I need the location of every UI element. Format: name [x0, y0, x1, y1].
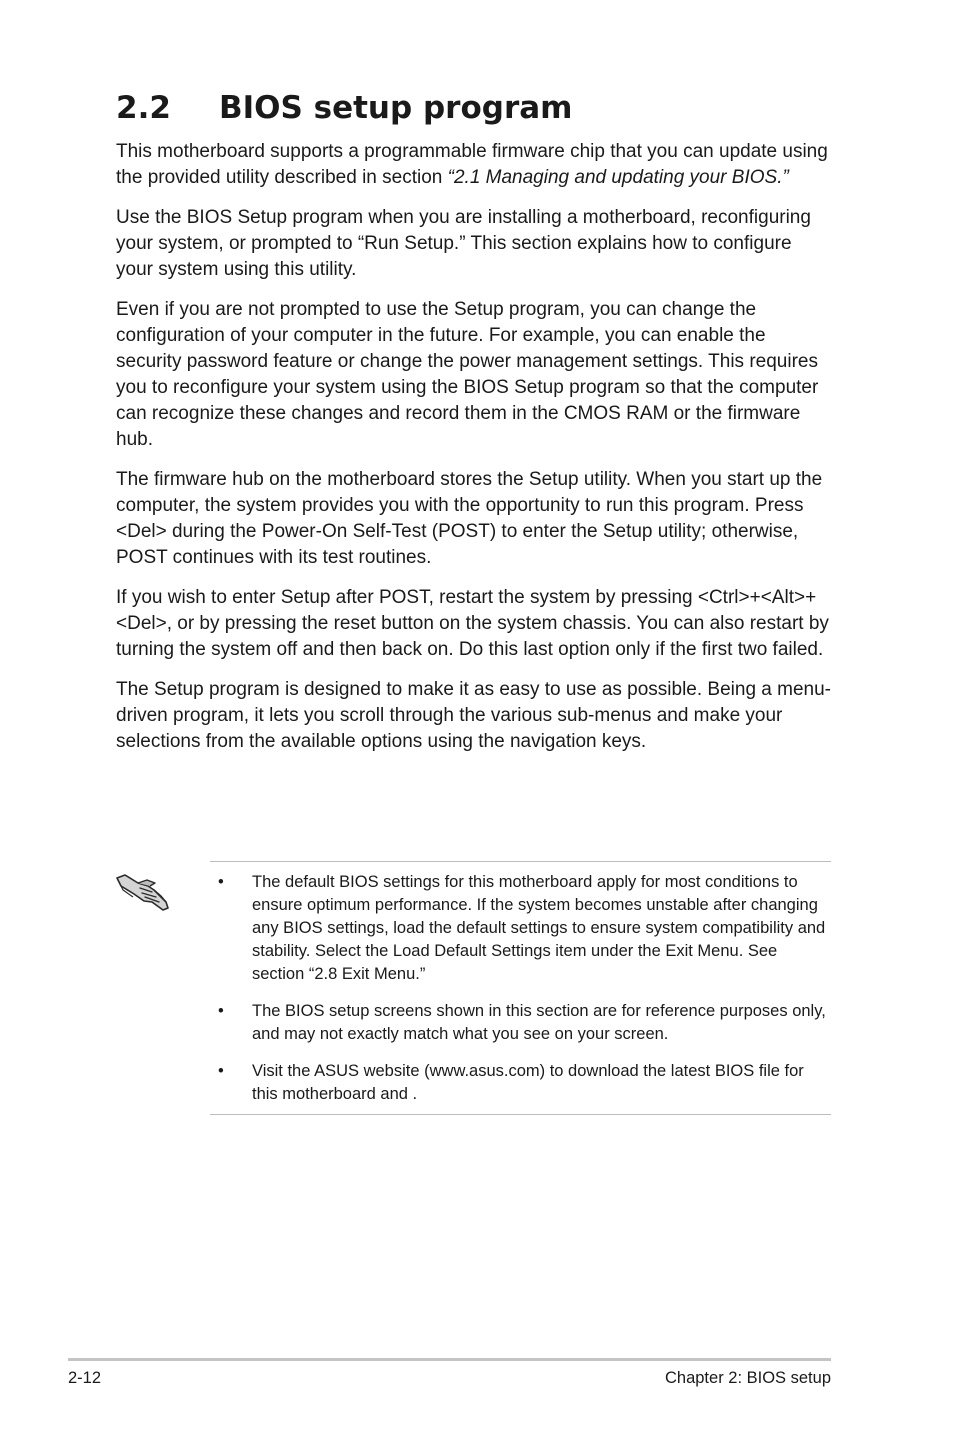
section-number: 2.2	[116, 90, 171, 126]
body-text	[116, 139, 832, 769]
paragraph-5: If you wish to enter Setup after POST, restart the system by pressing <Ctrl>+<Alt>+<Del>, or by pressing the reset button on the system chassis. You can also restart by turning the system off and then back on. Do this last option only if the first two failed.	[116, 587, 829, 660]
note-item-text: The default BIOS settings for this motherboard apply for most conditions to ensure optimum performance. If the system becomes unstable after changing any BIOS settings, load the default settings to ensure system compatibility and stability. Select the Load Default Settings item under the Exit Menu. See section “2.8 Exit Menu.”	[252, 873, 826, 983]
section-heading	[116, 88, 572, 128]
note-item-text: The BIOS setup screens shown in this section are for reference purposes only, and may not exactly match what you see on your screen.	[252, 1002, 826, 1043]
note-item	[210, 1060, 831, 1106]
hand-note-icon	[112, 868, 172, 916]
bullet: •	[218, 1062, 224, 1080]
bullet: •	[218, 873, 224, 891]
note-list	[210, 862, 831, 1106]
note-box	[210, 861, 831, 1115]
paragraph-3: Even if you are not prompted to use the Setup program, you can change the configuration of your computer in the future. For example, you can enable the security password feature or change the power management settings. This requires you to reconfigure your system using the BIOS Setup program so that the computer can recognize these changes and record them in the CMOS RAM or the firmware hub.	[116, 299, 819, 450]
footer-divider	[68, 1358, 831, 1361]
paragraph-2: Use the BIOS Setup program when you are installing a motherboard, reconfiguring your system, or prompted to “Run Setup.” This section explains how to configure your system using this utility.	[116, 207, 811, 280]
page-number: 2-12	[68, 1369, 102, 1387]
paragraph-4: The firmware hub on the motherboard stores the Setup utility. When you start up the computer, the system provides you with the opportunity to run this program. Press <Del> during the Power-On Self-Test (POST) to enter the Setup utility; otherwise, POST continues with its test routines.	[116, 469, 823, 568]
note-item-text: Visit the ASUS website (www.asus.com) to download the latest BIOS file for this motherboard and .	[252, 1062, 804, 1103]
section-title: BIOS setup program	[219, 90, 573, 126]
bullet: •	[218, 1002, 224, 1020]
note-item	[210, 1000, 831, 1046]
paragraph-1-text: This motherboard supports a programmable firmware chip that you can update using the provided utility described in section	[116, 141, 828, 188]
section-reference: “2.1 Managing and updating your BIOS.”	[447, 167, 789, 188]
chapter-label: Chapter 2: BIOS setup	[664, 1369, 831, 1387]
paragraph-1	[116, 139, 832, 191]
note-item	[210, 871, 831, 986]
paragraph-6: The Setup program is designed to make it as easy to use as possible. Being a menu-driven program, it lets you scroll through the various sub-menus and make your selections from the available options using the navigation keys.	[116, 679, 832, 752]
